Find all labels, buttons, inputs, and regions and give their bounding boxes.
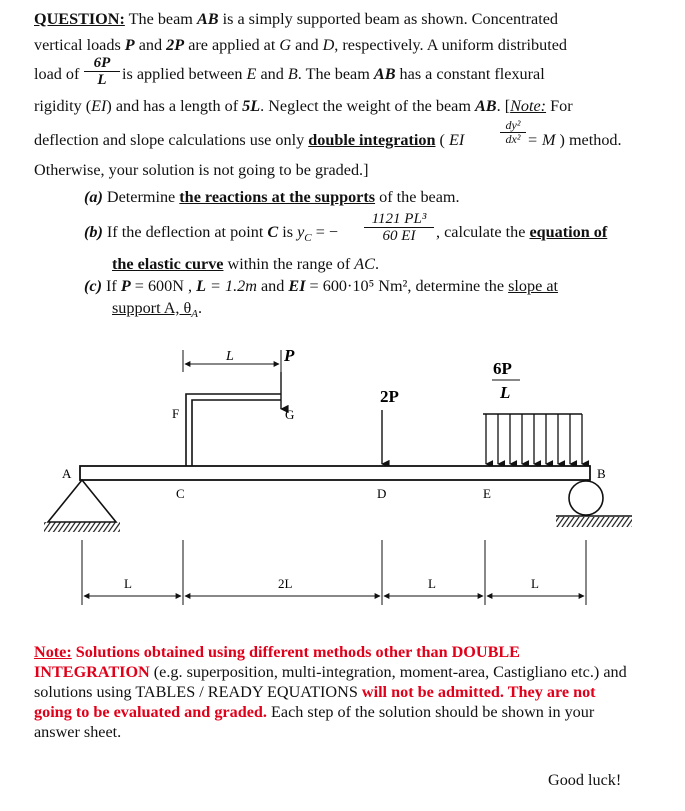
part-c-line-1: (c) If P = 600N , L = 1.2m and EI = 600·10⁵ Nm², determine the slope at [84,277,559,295]
part-b-line-1a: (b) If the deflection at point C is $y_C$ = − [84,223,338,245]
question-line-3a: load of [34,65,80,83]
d2y-dx2-fraction: $\frac{\text{dy²}}{\text{dx²}}$ [500,119,526,146]
dim-label-CD: 2L [278,576,293,591]
pin-support-A [48,480,116,522]
part-c-line-2: support A, $\theta_A$. [112,299,203,321]
dim-label-EB: L [531,576,539,591]
label-A: A [62,466,72,481]
load-2P-label: 2P [380,387,399,406]
question-line-5b: = M ) method. [527,131,622,149]
question-heading: QUESTION: [34,10,125,28]
note-label: Note: [34,643,72,661]
load-fraction: $\frac{6P}{L}$ [84,55,120,88]
question-line-6: Otherwise, your solution is not going to be graded.] [34,161,369,179]
label-D: D [377,486,387,501]
part-b-line-2: the elastic curve within the range of AC. [112,255,380,273]
udl-den: L [500,383,511,402]
beam-AB [80,466,590,480]
udl-num: 6P [493,359,512,378]
question-line-2: vertical loads P and 2P are applied at G and D, respectively. A uniform distributed [34,36,568,54]
dim-label-AC: L [124,576,132,591]
ground-hatch-A [44,522,120,532]
question-line-4: rigidity (EI) and has a length of 5L. Neglect the weight of the beam AB. [Note: For [34,97,573,115]
label-F: F [172,406,180,421]
bracket-FG-inner [192,400,281,466]
dim-top-label: L [226,349,234,364]
part-b-line-1b: , calculate the equation of [436,223,608,241]
bracket-FG [186,394,281,466]
label-C: C [176,486,185,501]
question-line-1: QUESTION: The beam AB is a simply supported beam as shown. Concentrated [34,10,558,28]
deflection-fraction: $\frac{\text{1121 PL³}}{60 EI}$ [364,211,434,244]
load-P-label: P [284,346,295,365]
question-line-5a: deflection and slope calculations use only double integration ( EI [34,131,465,149]
label-B: B [597,466,606,481]
closing-text: Good luck! [548,771,622,789]
label-G: G [285,407,295,422]
part-a: (a) Determine the reactions at the supports of the beam. [84,188,460,206]
ground-hatch-B [556,517,632,527]
label-E: E [483,486,491,501]
note-paragraph: Note: Solutions obtained using different methods other than DOUBLE INTEGRATION (e.g. superposition, multi-integration, moment-area, Castigliano etc.) and solutions using TABLES / READY EQUATIONS will not be admitted. They are not going to be evaluated and graded. Each step of the solution should be shown in your answer sheet. [34,643,627,741]
question-line-3b: is applied between E and B. The beam AB has a constant flexural [122,65,545,83]
dim-label-DE: L [428,576,436,591]
roller-support-B [569,481,603,515]
